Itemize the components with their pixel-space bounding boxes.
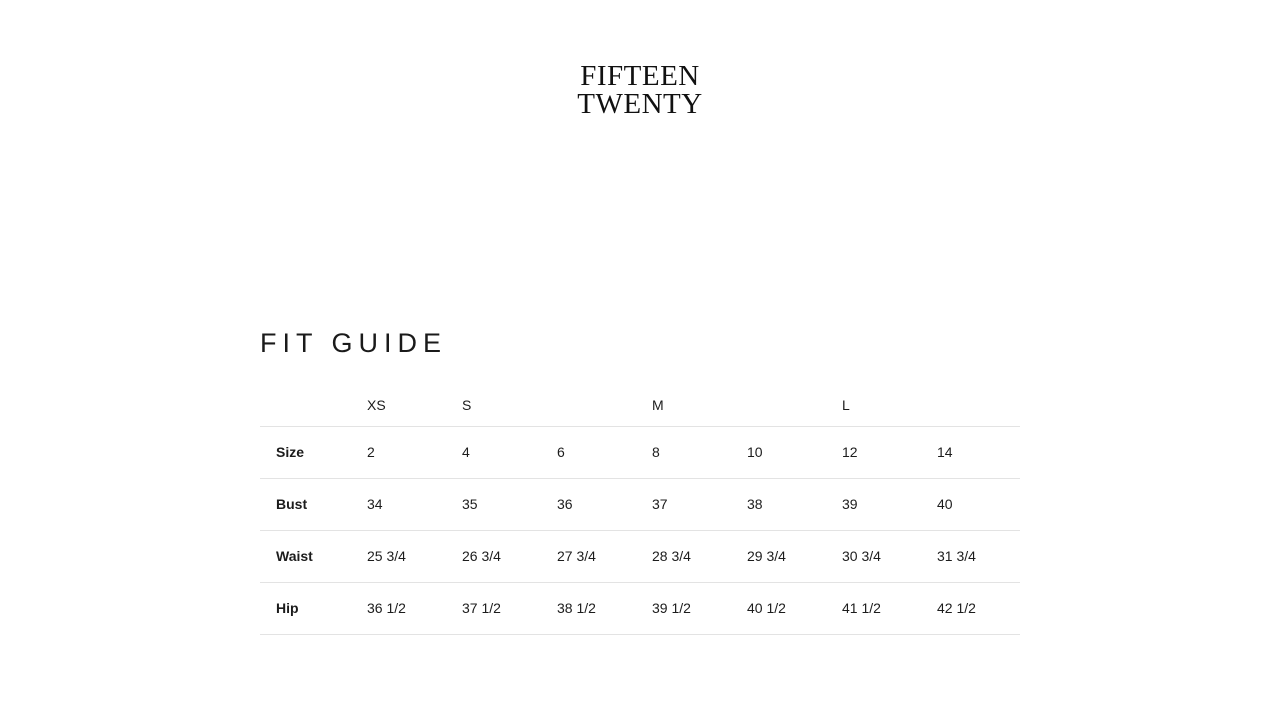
brand-logo — [260, 62, 1020, 118]
table-cell: 38 — [735, 478, 830, 530]
size-group-header-xs: XS — [355, 384, 450, 426]
row-label-size: Size — [260, 426, 355, 478]
table-cell: 25 3/4 — [355, 530, 450, 582]
brand-logo-line1: FIFTEEN — [580, 60, 700, 92]
table-cell: 8 — [640, 426, 735, 478]
size-group-header-row — [260, 384, 1020, 426]
table-cell: 26 3/4 — [450, 530, 545, 582]
row-label-waist: Waist — [260, 530, 355, 582]
table-cell: 29 3/4 — [735, 530, 830, 582]
table-cell: 6 — [545, 426, 640, 478]
table-cell: 34 — [355, 478, 450, 530]
page-title: FIT GUIDE — [260, 328, 448, 358]
table-row-bust — [260, 478, 1020, 530]
size-group-header-m: M — [640, 384, 735, 426]
size-group-header-s: S — [450, 384, 545, 426]
table-cell: 36 — [545, 478, 640, 530]
page-container — [260, 0, 1020, 635]
table-cell: 37 — [640, 478, 735, 530]
table-cell: 37 1/2 — [450, 582, 545, 634]
row-label-hip: Hip — [260, 582, 355, 634]
table-cell: 36 1/2 — [355, 582, 450, 634]
fit-guide-table — [260, 384, 1020, 635]
size-group-header-empty — [260, 384, 355, 426]
table-cell: 40 — [925, 478, 1020, 530]
table-cell: 2 — [355, 426, 450, 478]
table-cell: 30 3/4 — [830, 530, 925, 582]
size-group-header-l: L — [830, 384, 925, 426]
table-cell: 40 1/2 — [735, 582, 830, 634]
brand-logo-line2: TWENTY — [577, 88, 703, 120]
table-cell: 42 1/2 — [925, 582, 1020, 634]
size-group-header-empty — [735, 384, 830, 426]
table-cell: 39 — [830, 478, 925, 530]
table-cell: 10 — [735, 426, 830, 478]
table-cell: 31 3/4 — [925, 530, 1020, 582]
table-cell: 27 3/4 — [545, 530, 640, 582]
table-cell: 39 1/2 — [640, 582, 735, 634]
table-cell: 14 — [925, 426, 1020, 478]
table-cell: 28 3/4 — [640, 530, 735, 582]
table-cell: 35 — [450, 478, 545, 530]
size-group-header-empty — [925, 384, 1020, 426]
size-group-header-empty — [545, 384, 640, 426]
table-row-waist — [260, 530, 1020, 582]
table-row-size — [260, 426, 1020, 478]
table-cell: 41 1/2 — [830, 582, 925, 634]
row-label-bust: Bust — [260, 478, 355, 530]
table-row-hip — [260, 582, 1020, 634]
table-cell: 4 — [450, 426, 545, 478]
table-cell: 12 — [830, 426, 925, 478]
table-cell: 38 1/2 — [545, 582, 640, 634]
